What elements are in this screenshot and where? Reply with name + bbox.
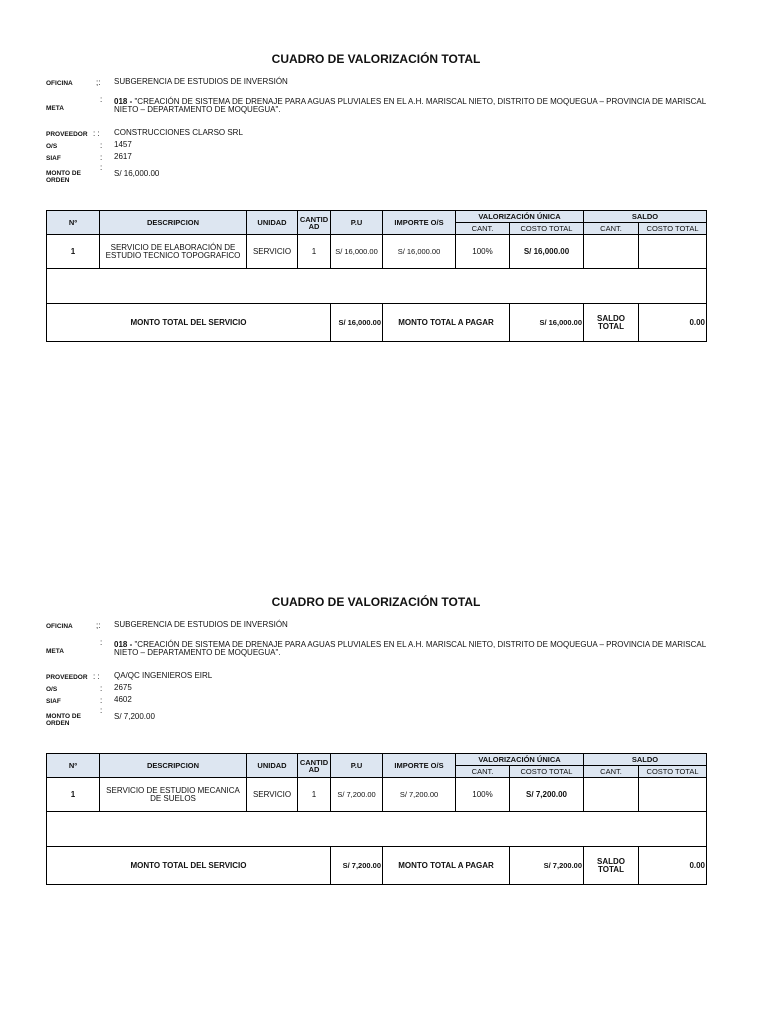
header-val-costo: COSTO TOTAL [510, 223, 584, 235]
colon: : [100, 706, 103, 715]
row-unidad: SERVICIO [247, 778, 298, 812]
row-cantidad: 1 [298, 778, 331, 812]
header-valorizacion: VALORIZACIÓN ÚNICA [456, 754, 584, 766]
row-saldo-costo [639, 235, 707, 269]
siaf-value: 4602 [114, 695, 132, 704]
header-saldo: SALDO [584, 754, 707, 766]
empty-row [47, 269, 707, 304]
row-descripcion: SERVICIO DE ESTUDIO MECANICA DE SUELOS [100, 778, 247, 812]
saldo-total-label: SALDO TOTAL [584, 304, 639, 342]
row-saldo-cant [584, 778, 639, 812]
row-n: 1 [47, 235, 100, 269]
row-pu: S/ 7,200.00 [331, 778, 383, 812]
colon: : [100, 153, 103, 162]
colon: : : [93, 129, 100, 138]
header-valorizacion: VALORIZACIÓN ÚNICA [456, 211, 584, 223]
row-val-costo: S/ 7,200.00 [510, 778, 584, 812]
saldo-total-label: SALDO TOTAL [584, 847, 639, 885]
section-title: CUADRO DE VALORIZACIÓN TOTAL [271, 595, 481, 609]
colon: : [100, 684, 103, 693]
header-n: Nº [47, 211, 100, 235]
label-siaf: SIAF [46, 155, 61, 162]
colon: : : [93, 672, 100, 681]
label-meta: META [46, 648, 64, 655]
row-cantidad: 1 [298, 235, 331, 269]
label-proveedor: PROVEEDOR [46, 131, 88, 138]
header-cantidad: CANTIDAD [298, 754, 331, 778]
pagar-value: S/ 16,000.00 [510, 304, 584, 342]
valuation-table [46, 753, 707, 885]
totals-row [47, 847, 707, 885]
row-val-costo: S/ 16,000.00 [510, 235, 584, 269]
proveedor-value: CONSTRUCCIONES CLARSO SRL [114, 128, 243, 137]
monto-value: S/ 7,200.00 [114, 712, 155, 721]
valuation-section-1 [0, 52, 768, 452]
label-monto: MONTO DE ORDEN [46, 170, 81, 184]
monto-total-value: S/ 7,200.00 [331, 847, 383, 885]
row-saldo-cant [584, 235, 639, 269]
colon: : [100, 141, 103, 150]
header-val-cant: CANT. [456, 766, 510, 778]
table-row [47, 235, 707, 269]
saldo-total-value: 0.00 [639, 847, 707, 885]
header-pu: P.U [331, 211, 383, 235]
monto-total-label: MONTO TOTAL DEL SERVICIO [47, 304, 331, 342]
header-saldo: SALDO [584, 211, 707, 223]
header-descripcion: DESCRIPCION [100, 211, 247, 235]
header-pu: P.U [331, 754, 383, 778]
os-value: 1457 [114, 140, 132, 149]
header-importe: IMPORTE O/S [383, 211, 456, 235]
monto-total-value: S/ 16,000.00 [331, 304, 383, 342]
totals-row [47, 304, 707, 342]
header-val-cant: CANT. [456, 223, 510, 235]
monto-total-label: MONTO TOTAL DEL SERVICIO [47, 847, 331, 885]
label-os: O/S [46, 686, 58, 693]
header-cantidad: CANTIDAD [298, 211, 331, 235]
label-meta: META [46, 105, 64, 112]
meta-code: 018 - [114, 97, 133, 106]
row-n: 1 [47, 778, 100, 812]
label-oficina: OFICINA [46, 80, 73, 87]
row-importe: S/ 7,200.00 [383, 778, 456, 812]
colon: : [100, 638, 103, 647]
row-val-cant: 100% [456, 235, 510, 269]
section-title: CUADRO DE VALORIZACIÓN TOTAL [271, 52, 481, 66]
pagar-value: S/ 7,200.00 [510, 847, 584, 885]
header-importe: IMPORTE O/S [383, 754, 456, 778]
meta-value [114, 641, 724, 657]
siaf-value: 2617 [114, 152, 132, 161]
row-importe: S/ 16,000.00 [383, 235, 456, 269]
header-unidad: UNIDAD [247, 754, 298, 778]
proveedor-value: QA/QC INGENIEROS EIRL [114, 671, 213, 680]
header-saldo-costo: COSTO TOTAL [639, 766, 707, 778]
header-n: Nº [47, 754, 100, 778]
row-descripcion: SERVICIO DE ELABORACIÓN DE ESTUDIO TECNICO TOPOGRAFICO [100, 235, 247, 269]
row-pu: S/ 16,000.00 [331, 235, 383, 269]
row-unidad: SERVICIO [247, 235, 298, 269]
row-saldo-costo [639, 778, 707, 812]
os-value: 2675 [114, 683, 132, 692]
header-saldo-costo: COSTO TOTAL [639, 223, 707, 235]
table-row [47, 778, 707, 812]
header-saldo-cant: CANT. [584, 223, 639, 235]
monto-value: S/ 16,000.00 [114, 169, 160, 178]
oficina-value: SUBGERENCIA DE ESTUDIOS DE INVERSIÓN [114, 620, 288, 629]
label-proveedor: PROVEEDOR [46, 674, 88, 681]
label-oficina: OFICINA [46, 623, 73, 630]
valuation-section-2 [0, 595, 768, 995]
colon: : [100, 696, 103, 705]
header-unidad: UNIDAD [247, 211, 298, 235]
header-val-costo: COSTO TOTAL [510, 766, 584, 778]
colon: : [100, 95, 103, 104]
pagar-label: MONTO TOTAL A PAGAR [383, 847, 510, 885]
meta-text: "CREACIÓN DE SISTEMA DE DRENAJE PARA AGUAS PLUVIALES EN EL A.H. MARISCAL NIETO, DISTRITO DE MOQUEGUA – PROVINCIA DE MARISCAL NIETO – DEPARTAMENTO DE MOQUEGUA". [114, 640, 706, 657]
row-val-cant: 100% [456, 778, 510, 812]
saldo-total-value: 0.00 [639, 304, 707, 342]
meta-code: 018 - [114, 640, 133, 649]
colon: ;: [96, 78, 101, 87]
meta-text: "CREACIÓN DE SISTEMA DE DRENAJE PARA AGUAS PLUVIALES EN EL A.H. MARISCAL NIETO, DISTRITO DE MOQUEGUA – PROVINCIA DE MARISCAL NIETO – DEPARTAMENTO DE MOQUEGUA". [114, 97, 706, 114]
label-monto: MONTO DE ORDEN [46, 713, 81, 727]
valuation-table [46, 210, 707, 342]
oficina-value: SUBGERENCIA DE ESTUDIOS DE INVERSIÓN [114, 77, 288, 86]
pagar-label: MONTO TOTAL A PAGAR [383, 304, 510, 342]
label-siaf: SIAF [46, 698, 61, 705]
meta-value [114, 98, 724, 114]
header-saldo-cant: CANT. [584, 766, 639, 778]
colon: ;: [96, 621, 101, 630]
header-descripcion: DESCRIPCION [100, 754, 247, 778]
empty-row [47, 812, 707, 847]
colon: : [100, 163, 103, 172]
label-os: O/S [46, 143, 58, 150]
